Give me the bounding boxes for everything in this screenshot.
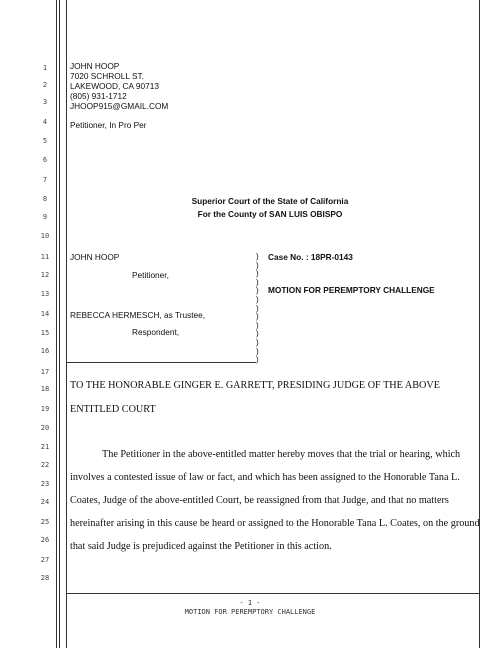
line-number: 6 xyxy=(42,156,48,164)
footer-page-number: - 1 - xyxy=(239,599,261,607)
header-email: JHOOP915@GMAIL.COM xyxy=(70,101,169,111)
case-number-line xyxy=(268,252,353,262)
line-number: 23 xyxy=(40,480,50,488)
line-number: 5 xyxy=(42,137,48,145)
footer-title: MOTION FOR PEREMPTORY CHALLENGE xyxy=(184,608,316,616)
footer-rule xyxy=(66,593,479,594)
left-margin-rule-inner xyxy=(59,0,60,648)
line-number: 4 xyxy=(42,118,48,126)
header-role: Petitioner, In Pro Per xyxy=(70,120,147,130)
line-number: 1 xyxy=(42,64,48,72)
paragraph-line-4: hereinafter arising in this cause be heard or assigned to the Honorable Tana L. Coates, on the ground xyxy=(70,518,480,529)
case-number-value: 18PR-0143 xyxy=(310,252,353,262)
line-number: 19 xyxy=(40,405,50,413)
line-number: 28 xyxy=(40,574,50,582)
line-number: 18 xyxy=(40,385,50,393)
right-margin-rule xyxy=(479,0,480,648)
caption-paren: ) xyxy=(256,355,259,365)
line-number: 22 xyxy=(40,461,50,469)
caption-paren: ) xyxy=(256,329,259,339)
line-number: 25 xyxy=(40,518,50,526)
line-number: 3 xyxy=(42,98,48,106)
line-number: 9 xyxy=(42,213,48,221)
caption-paren: ) xyxy=(256,269,259,279)
line-number: 14 xyxy=(40,310,50,318)
line-number: 17 xyxy=(40,368,50,376)
caption-paren: ) xyxy=(256,286,259,296)
caption-paren: ) xyxy=(256,346,259,356)
line-number: 27 xyxy=(40,556,50,564)
caption-paren: ) xyxy=(256,295,259,304)
line-number: 7 xyxy=(42,176,48,184)
caption-bottom-rule xyxy=(66,362,256,363)
paragraph-line-3: Coates, Judge of the above-entitled Court, be reassigned from that Judge, and that no matters xyxy=(70,495,449,506)
case-number-label: Case No. xyxy=(268,252,304,262)
paragraph-line-2: involves a contested issue of law or fact, and which has been assigned to the Honorable Tana L. xyxy=(70,472,460,483)
line-number: 20 xyxy=(40,424,50,432)
caption-paren: ) xyxy=(256,303,259,313)
paragraph-line-5: that said Judge is prejudiced against the Petitioner in this action. xyxy=(70,541,332,552)
line-number: 16 xyxy=(40,347,50,355)
case-number-sep: : xyxy=(305,252,309,262)
header-phone: (805) 931-1712 xyxy=(70,91,127,101)
line-number: 15 xyxy=(40,329,50,337)
court-title-line1: Superior Court of the State of California xyxy=(191,196,349,206)
line-number: 21 xyxy=(40,443,50,451)
caption-petitioner-name: JOHN HOOP xyxy=(70,252,120,262)
caption-petitioner-role: Petitioner, xyxy=(132,270,169,280)
caption-paren: ) xyxy=(256,252,259,261)
line-number: 2 xyxy=(42,81,48,89)
caption-paren: ) xyxy=(256,312,259,322)
document-title: MOTION FOR PEREMPTORY CHALLENGE xyxy=(268,285,435,295)
address-line-2: ENTITLED COURT xyxy=(70,404,156,415)
caption-paren: ) xyxy=(256,260,259,270)
address-line-1: TO THE HONORABLE GINGER E. GARRETT, PRESIDING JUDGE OF THE ABOVE xyxy=(70,380,440,391)
court-title-line2: For the County of SAN LUIS OBISPO xyxy=(197,209,343,219)
line-number: 26 xyxy=(40,536,50,544)
paragraph-line-1: The Petitioner in the above-entitled matter hereby moves that the trial or hearing, which xyxy=(102,449,461,460)
header-name: JOHN HOOP xyxy=(70,61,120,71)
header-street: 7020 SCHROLL ST. xyxy=(70,71,144,81)
caption-paren: ) xyxy=(256,277,259,287)
caption-respondent-role: Respondent, xyxy=(132,327,180,337)
line-number: 10 xyxy=(40,232,50,240)
left-margin-rule xyxy=(56,0,57,648)
caption-respondent-name: REBECCA HERMESCH, as Trustee, xyxy=(70,310,206,320)
line-number: 11 xyxy=(40,253,50,261)
line-number: 13 xyxy=(40,290,50,298)
caption-paren: ) xyxy=(256,338,259,347)
line-number: 8 xyxy=(42,195,48,203)
line-number: 12 xyxy=(40,271,50,279)
left-margin-rule-text xyxy=(66,0,67,648)
header-city: LAKEWOOD, CA 90713 xyxy=(70,81,160,91)
line-number: 24 xyxy=(40,498,50,506)
caption-paren: ) xyxy=(256,320,259,330)
